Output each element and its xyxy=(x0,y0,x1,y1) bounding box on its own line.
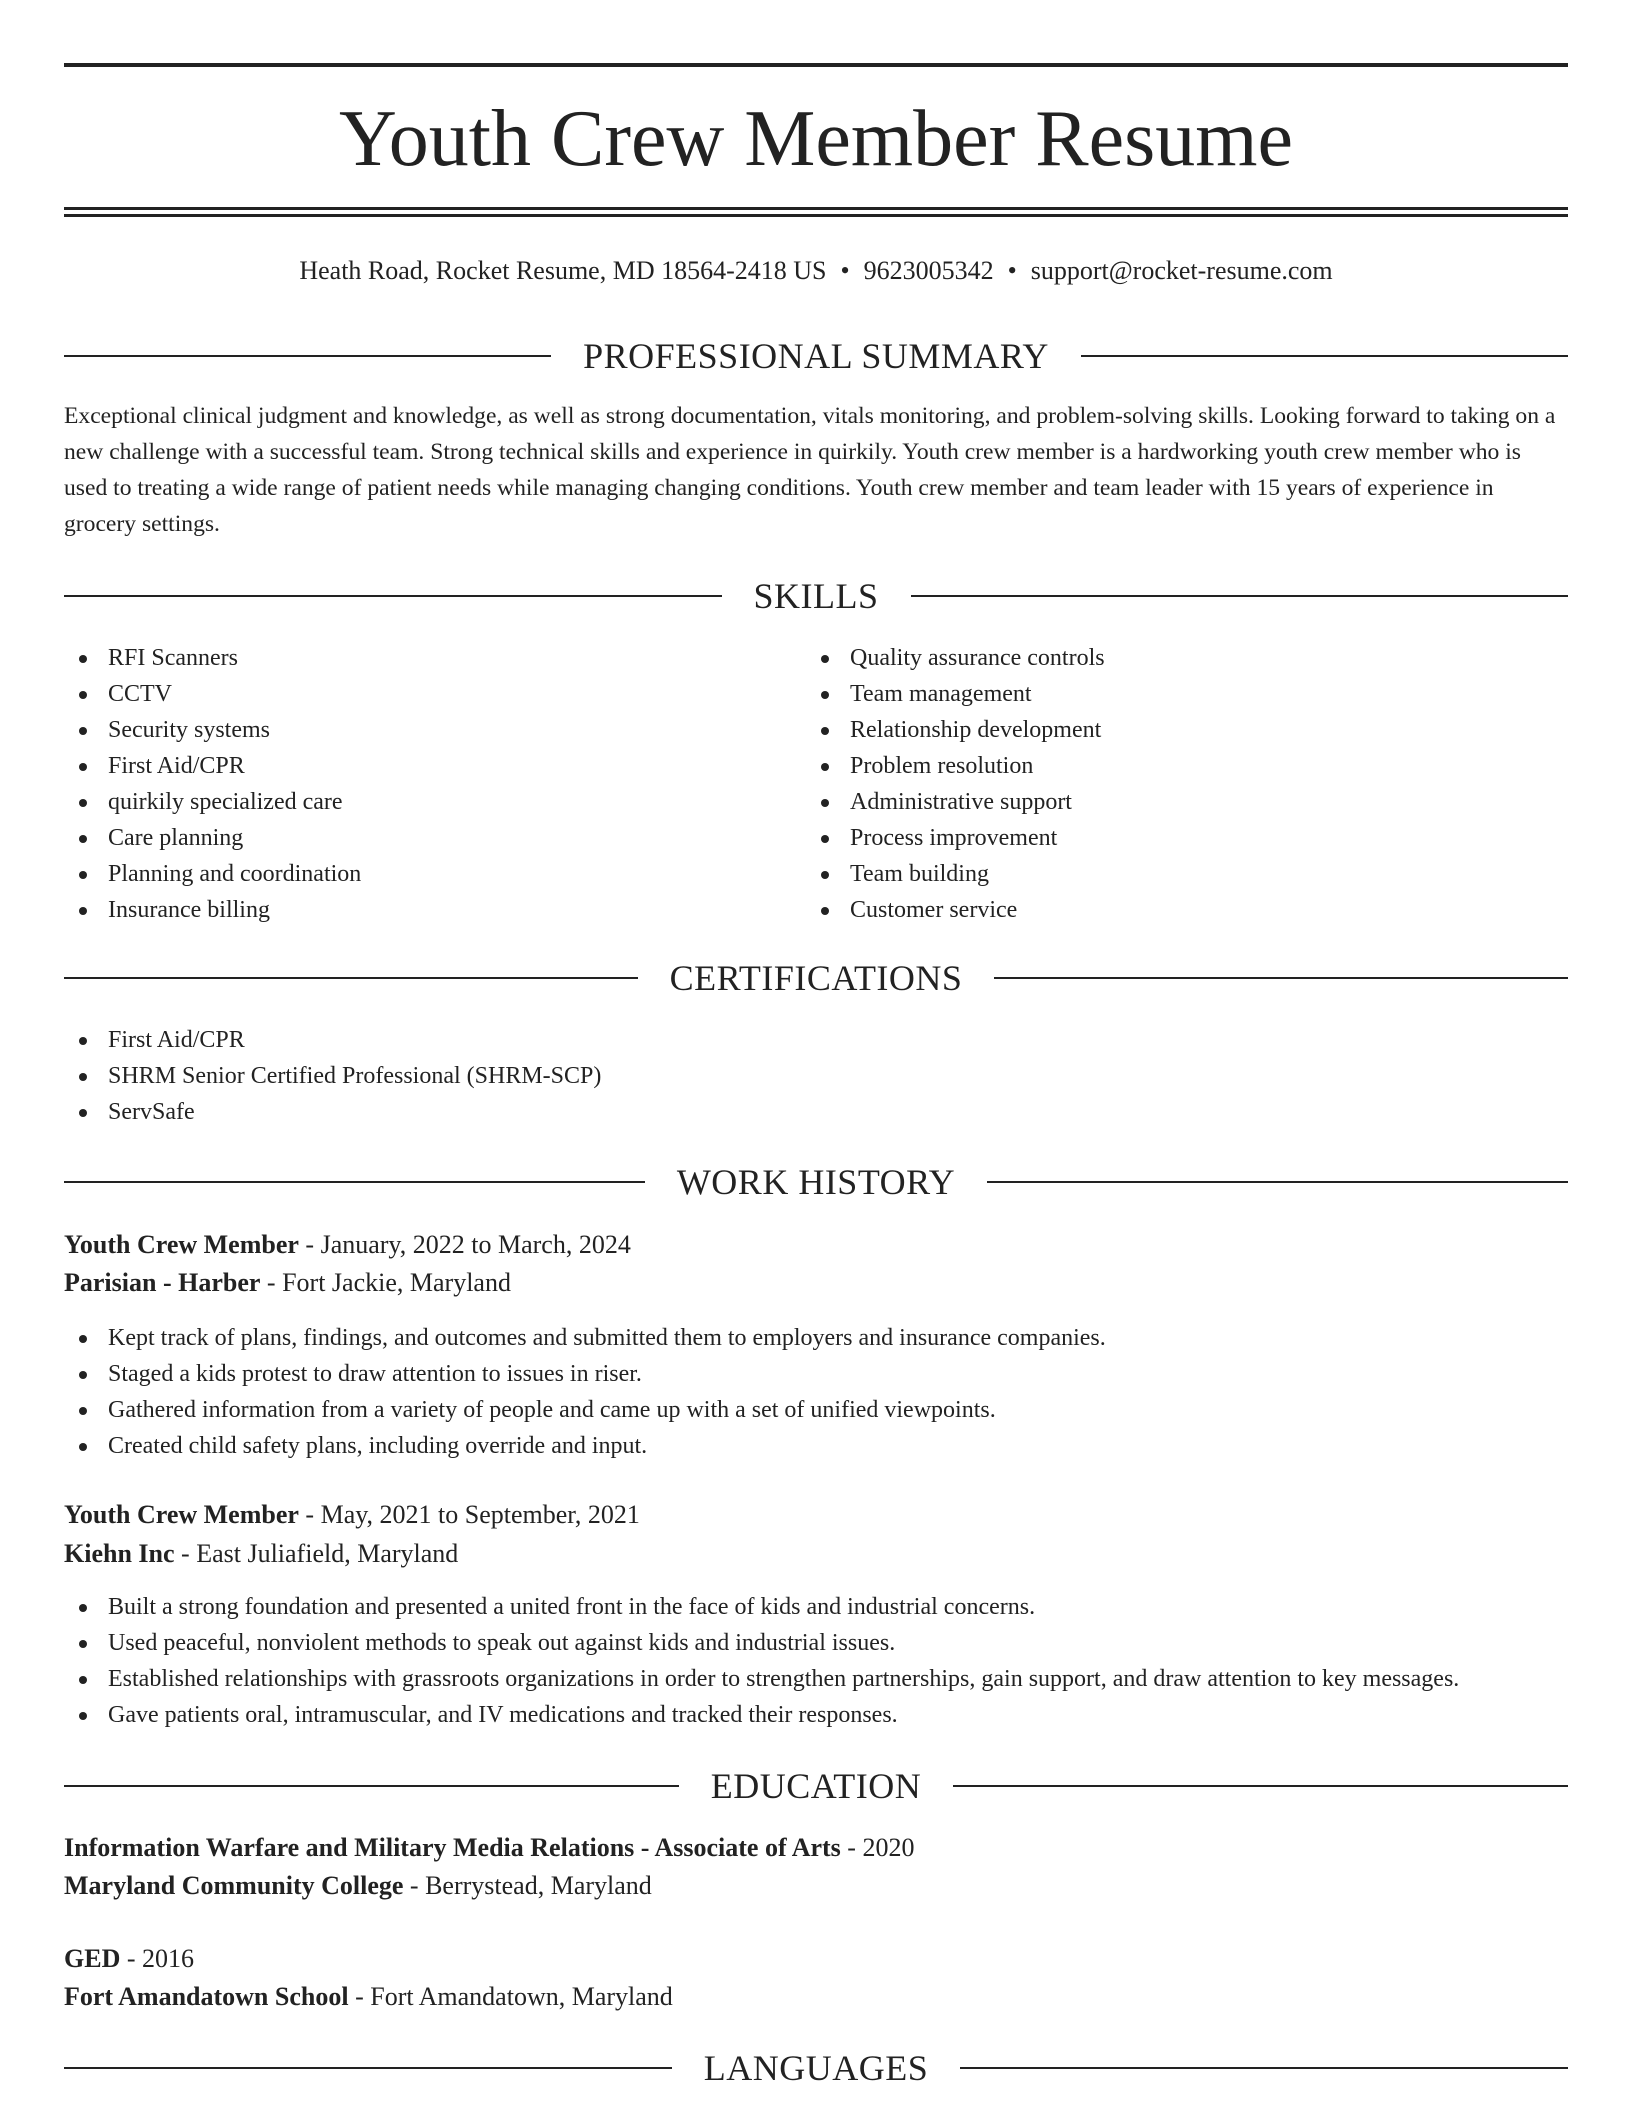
job-bullet: Built a strong foundation and presented a united front in the face of kids and industrial concerns. xyxy=(64,1589,1584,1625)
summary-text: Exceptional clinical judgment and knowledge, as well as strong documentation, vitals monitoring, and problem-solving skills. Looking forward to taking on a new challenge with a successful team. Strong technical skills and experience in quirkily. Youth crew member is a hardworking youth crew member who is used to treating a wide range of patient needs while managing changing conditions. Youth crew member and team leader with 15 years of experience in grocery settings. xyxy=(64,403,1556,537)
skill-item: Customer service xyxy=(806,892,1506,928)
job-bullet: Gathered information from a variety of people and came up with a set of unified viewpoints. xyxy=(64,1392,1584,1428)
divider xyxy=(64,2067,672,2069)
contact-email: support@rocket-resume.com xyxy=(1030,256,1333,285)
job-bullet: Established relationships with grassroots organizations in order to strengthen partnerships, gain support, and draw attention to key messages. xyxy=(64,1661,1584,1697)
divider xyxy=(64,1181,645,1183)
top-rule xyxy=(64,63,1568,67)
skill-item: Team management xyxy=(806,676,1506,712)
skill-item: Security systems xyxy=(64,712,764,748)
section-header-languages xyxy=(64,2046,1568,2090)
job-title-line xyxy=(64,1227,631,1263)
contact-phone: 9623005342 xyxy=(863,256,994,285)
contact-line xyxy=(64,254,1568,288)
education-school-line xyxy=(64,1979,673,2015)
education-degree: Information Warfare and Military Media Relations - Associate of Arts xyxy=(64,1833,841,1862)
section-title: PROFESSIONAL SUMMARY xyxy=(583,336,1049,376)
certifications-list xyxy=(64,1022,1064,1130)
job-company-line xyxy=(64,1536,458,1572)
skill-item: First Aid/CPR xyxy=(64,748,764,784)
skill-item: RFI Scanners xyxy=(64,640,764,676)
skills-list-left xyxy=(64,640,764,928)
section-title: EDUCATION xyxy=(710,1766,922,1806)
skill-item: Process improvement xyxy=(806,820,1506,856)
job-dates: - January, 2022 to March, 2024 xyxy=(298,1230,631,1259)
divider xyxy=(64,1785,679,1787)
certification-item: SHRM Senior Certified Professional (SHRM-SCP) xyxy=(64,1058,1064,1094)
education-school: Fort Amandatown School xyxy=(64,1982,349,2011)
divider xyxy=(960,2067,1568,2069)
title-double-rule xyxy=(64,207,1568,217)
job-company-line xyxy=(64,1265,511,1301)
education-degree-line xyxy=(64,1941,194,1977)
job-bullet: Used peaceful, nonviolent methods to speak out against kids and industrial issues. xyxy=(64,1625,1584,1661)
skill-item: Insurance billing xyxy=(64,892,764,928)
job-company: Kiehn Inc xyxy=(64,1539,175,1568)
section-title: LANGUAGES xyxy=(703,2048,929,2088)
education-school-line xyxy=(64,1868,652,1904)
job-bullet: Created child safety plans, including override and input. xyxy=(64,1428,1584,1464)
section-title: WORK HISTORY xyxy=(676,1162,956,1202)
skill-item: Quality assurance controls xyxy=(806,640,1506,676)
job-bullet-list xyxy=(64,1320,1584,1464)
skills-list-right xyxy=(806,640,1506,928)
education-year: - 2016 xyxy=(120,1944,195,1973)
education-school: Maryland Community College xyxy=(64,1871,404,1900)
divider xyxy=(64,355,551,357)
contact-separator: • xyxy=(1007,256,1017,285)
education-year: - 2020 xyxy=(840,1833,915,1862)
section-header-skills xyxy=(64,574,1568,618)
contact-separator: • xyxy=(840,256,850,285)
skill-item: Care planning xyxy=(64,820,764,856)
divider xyxy=(64,595,722,597)
divider xyxy=(953,1785,1568,1787)
contact-address: Heath Road, Rocket Resume, MD 18564-2418 US xyxy=(299,256,827,285)
skill-item: Administrative support xyxy=(806,784,1506,820)
education-location: - Fort Amandatown, Maryland xyxy=(348,1982,673,2011)
divider xyxy=(911,595,1569,597)
skill-item: Planning and coordination xyxy=(64,856,764,892)
skill-item: Relationship development xyxy=(806,712,1506,748)
divider xyxy=(987,1181,1568,1183)
job-bullet: Kept track of plans, findings, and outcomes and submitted them to employers and insurance companies. xyxy=(64,1320,1584,1356)
education-degree: GED xyxy=(64,1944,121,1973)
divider xyxy=(1081,355,1568,357)
certification-item: First Aid/CPR xyxy=(64,1022,1064,1058)
education-degree-line xyxy=(64,1830,914,1866)
certification-item: ServSafe xyxy=(64,1094,1064,1130)
job-location: - East Juliafield, Maryland xyxy=(174,1539,459,1568)
section-header-education xyxy=(64,1764,1568,1808)
page-title: Youth Crew Member Resume xyxy=(338,95,1294,183)
section-title: CERTIFICATIONS xyxy=(669,958,963,998)
job-title: Youth Crew Member xyxy=(64,1500,299,1529)
job-location: - Fort Jackie, Maryland xyxy=(260,1268,511,1297)
education-location: - Berrystead, Maryland xyxy=(403,1871,652,1900)
section-title: SKILLS xyxy=(753,576,879,616)
job-bullet: Staged a kids protest to draw attention to issues in riser. xyxy=(64,1356,1584,1392)
job-bullet-list xyxy=(64,1589,1584,1733)
job-title: Youth Crew Member xyxy=(64,1230,299,1259)
skill-item: Team building xyxy=(806,856,1506,892)
job-title-line xyxy=(64,1497,640,1533)
job-bullet: Gave patients oral, intramuscular, and IV medications and tracked their responses. xyxy=(64,1697,1584,1733)
skill-item: Problem resolution xyxy=(806,748,1506,784)
skill-item: CCTV xyxy=(64,676,764,712)
divider xyxy=(994,977,1568,979)
divider xyxy=(64,977,638,979)
section-header-summary xyxy=(64,334,1568,378)
section-header-certifications xyxy=(64,956,1568,1000)
job-dates: - May, 2021 to September, 2021 xyxy=(298,1500,640,1529)
section-header-work-history xyxy=(64,1160,1568,1204)
skill-item: quirkily specialized care xyxy=(64,784,764,820)
job-company: Parisian - Harber xyxy=(64,1268,261,1297)
